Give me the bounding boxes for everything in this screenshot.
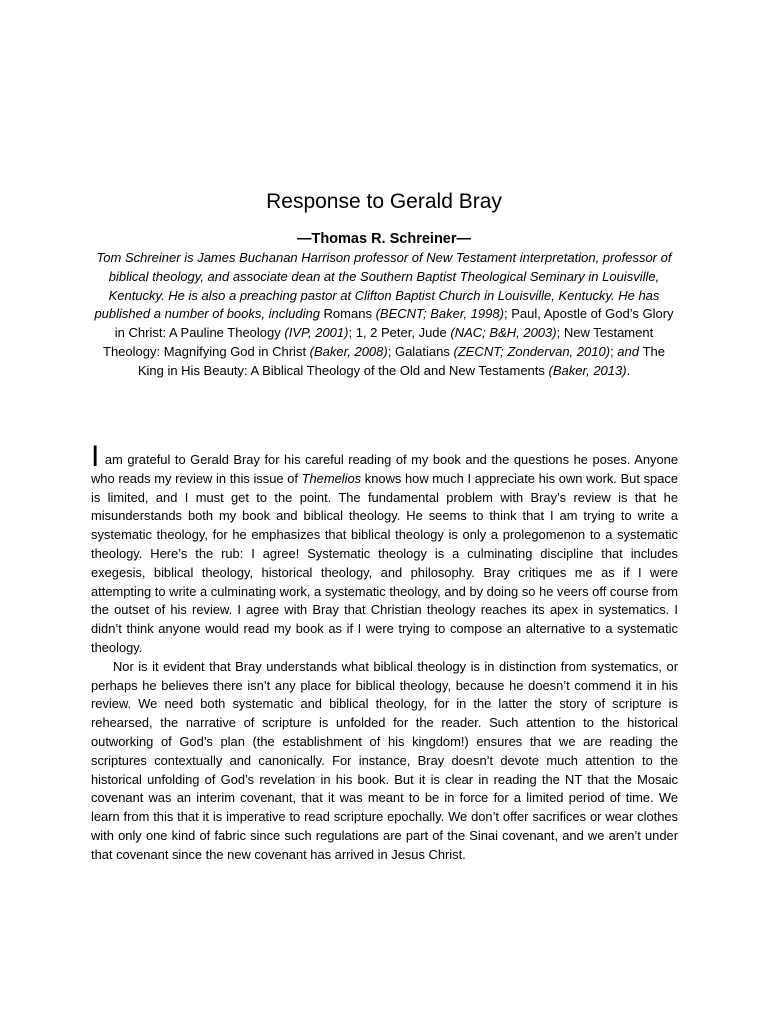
bio-publisher: (NAC; B&H, 2003)	[446, 325, 557, 341]
bio-book-title: 1, 2 Peter, Jude	[355, 325, 447, 341]
bio-separator: ;	[348, 325, 356, 341]
bio-separator: ;	[556, 325, 564, 341]
journal-name: Themelios	[301, 470, 362, 486]
drop-cap: I	[91, 440, 100, 473]
bio-separator: ;	[387, 343, 395, 359]
article-author: —Thomas R. Schreiner—	[296, 231, 472, 247]
bio-book-title: Galatians	[394, 343, 450, 359]
body-paragraph: Nor is it evident that Bray understands what biblical theology is in distinction from systematics, or perhaps he believes there isn’t any place for biblical theology, because he doesn’t commend it in his review. We need both systematic and biblical theology, for in the latter the story of scripture is rehearsed, the narrative of scripture is unfolded for the reader. Such attention to the historical outworking of God’s plan (the establishment of his kingdom!) ensures that we are reading the scriptures contextually and canonically. For instance, Bray doesn’t devote much attention to the historical unfolding of God’s revelation in his book. But it is clear in reading the NT that the Mosaic covenant was an interim covenant, that it was meant to be in force for a limited period of time. We learn from this that it is imperative to read scripture epochally. We don’t offer sacrifices or wear clothes with only one kind of fabric since such regulations are part of the Sinai covenant, and we aren’t under that covenant since the new covenant has arrived in Jesus Christ.	[91, 658, 678, 862]
body-paragraph	[91, 440, 678, 658]
bio-book-title: Romans	[323, 306, 372, 322]
author-bio	[92, 249, 676, 381]
bio-publisher: (Baker, 2013)	[544, 362, 627, 378]
article-title: Response to Gerald Bray	[266, 190, 502, 213]
bio-conjunction: and	[617, 343, 643, 359]
paragraph-text: knows how much I appreciate his own work. But space is limited, and I must get to the point. The fundamental problem with Bray’s review is that he misunderstands both my book and biblical theology. He seems to think that I am trying to write a systematic theology, for he emphasizes that biblical theology is only a prolegomenon to a systematic theology. Here’s the rub: I agree! Systematic theology is a culminating discipline that includes exegesis, biblical theology, historical theology, and philosophy. Bray critiques me as if I were attempting to write a culminating work, a systematic theology, and by doing so he veers off course from the outset of his review. I agree with Bray that Christian theology reaches its apex in systematics. I didn’t think anyone would read my book as if I were trying to compose an alternative to a systematic theology.	[91, 470, 678, 655]
bio-separator: ;	[610, 343, 618, 359]
bio-end: .	[626, 362, 631, 378]
bio-publisher: (ZECNT; Zondervan, 2010)	[449, 343, 611, 359]
bio-separator: ;	[503, 306, 512, 322]
bio-book-title: Paul, Apostle of God’s Glory in Christ: A Pauline Theology	[114, 306, 674, 341]
bio-book-title: New Testament Theology: Magnifying God in Christ	[103, 325, 654, 359]
article-body	[91, 440, 678, 865]
bio-publisher: (BECNT; Baker, 1998)	[371, 306, 504, 322]
bio-publisher: (Baker, 2008)	[306, 343, 388, 359]
bio-book-title: The King in His Beauty: A Biblical Theology of the Old and New Testaments	[137, 343, 665, 378]
bio-publisher: (IVP, 2001)	[280, 325, 349, 341]
paragraph-text: am grateful to Gerald Bray for his careful reading of my book and the questions he poses. Anyone who reads my review in this issue of	[91, 452, 678, 486]
bio-intro: Tom Schreiner is James Buchanan Harrison professor of New Testament interpretation, professor of biblical theology, and associate dean at the Southern Baptist Theological Seminary in Louisville, Kentucky. He is also a preaching pastor at Clifton Baptist Church in Louisville, Kentucky. He has published a number of books, including	[94, 250, 672, 322]
